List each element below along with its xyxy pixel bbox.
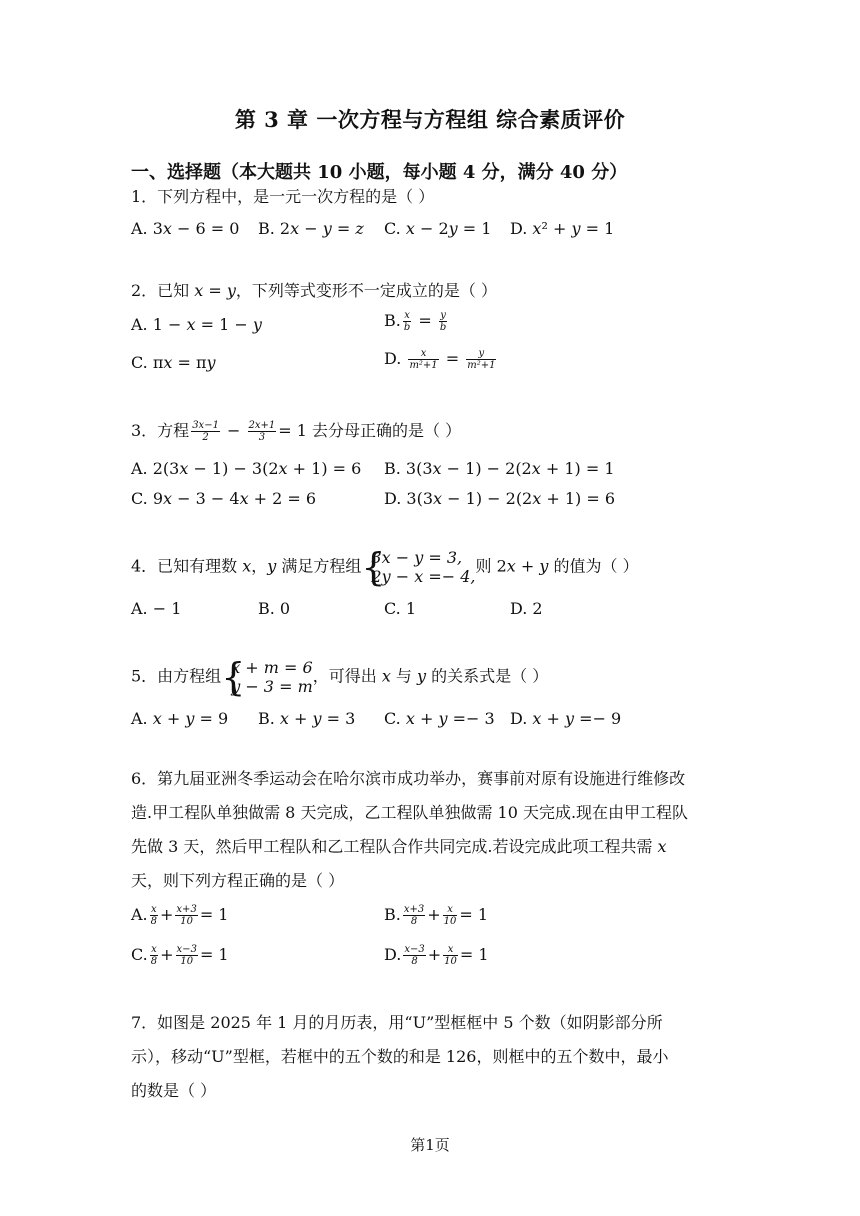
fraction-y-over-b: $\frac{y}{b}$	[439, 310, 447, 333]
q7-line-1: 7．如图是 2025 年 1 月的月历表，用“U”型框框中 5 个数（如阴影部分所	[131, 1013, 663, 1032]
q5-equation-system: { 𝑥 + 𝑚 = 6 𝑦 − 3 = 𝑚	[221, 655, 313, 699]
q2-option-d-label: D.	[384, 349, 402, 368]
page-number: 第1页	[410, 1136, 450, 1154]
q2-stem: 2．已知 𝑥 = 𝑦，下列等式变形不一定成立的是（ ）	[131, 281, 497, 300]
q1-option-c: C. 𝑥 − 2𝑦 = 1	[384, 219, 492, 238]
section-heading: 一、选择题（本大题共 10 小题，每小题 4 分，满分 40 分）	[131, 162, 628, 183]
q6-line-4: 天，则下列方程正确的是（ ）	[131, 871, 345, 890]
q4-equation-system: { 3𝑥 − 𝑦 = 3, 2𝑦 − 𝑥 =− 4,	[361, 545, 476, 589]
fraction-x-over-8: $\frac{x}{8}$	[150, 944, 158, 967]
q1-option-a: A. 3𝑥 − 6 = 0	[131, 219, 240, 238]
q6-option-b: B. $\frac{x+3}{8}$ + $\frac{x}{10}$ = 1	[384, 904, 489, 927]
q1-option-d: D. 𝑥² + 𝑦 = 1	[510, 219, 615, 238]
fraction-x+3-over-10: $\frac{x+3}{10}$	[176, 904, 197, 927]
q4-option-b: B. 0	[258, 599, 291, 618]
q6-option-c-rhs: = 1	[199, 945, 229, 964]
q2-option-b: B. $\frac{x}{b}$ = $\frac{y}{b}$	[384, 310, 447, 333]
q6-option-c: C. $\frac{x}{8}$ + $\frac{x-3}{10}$ = 1	[131, 944, 229, 967]
fraction-x-3-over-10: $\frac{x-3}{10}$	[176, 944, 197, 967]
q1-stem: 1．下列方程中，是一元一次方程的是（ ）	[131, 187, 435, 206]
q4-option-a: A. − 1	[131, 599, 182, 618]
q7-line-3: 的数是（ ）	[131, 1081, 217, 1100]
q5-option-a: A. 𝑥 + 𝑦 = 9	[131, 709, 229, 728]
q5-stem-prefix: 5．由方程组	[131, 666, 222, 686]
q6-line-2: 造.甲工程队单独做需 8 天完成，乙工程队单独做需 10 天完成.现在由甲工程队	[131, 803, 689, 822]
fraction-x-over-m2-plus-1: $\frac{x}{\text{m²+1}}$	[409, 348, 438, 371]
fraction-x-over-b: $\frac{x}{b}$	[403, 310, 411, 333]
q2-option-d: D. $\frac{x}{\text{m²+1}}$ = $\frac{y}{\text{m²+1}}$	[384, 348, 496, 371]
q3-option-c: C. 9𝑥 − 3 − 4𝑥 + 2 = 6	[131, 489, 317, 508]
q2-option-b-label: B.	[384, 311, 401, 330]
q7-line-2: 示），移动“U”型框，若框中的五个数的和是 126，则框中的五个数中，最小	[131, 1047, 669, 1066]
q6-option-d-rhs: = 1	[459, 945, 489, 964]
q5-option-b: B. 𝑥 + 𝑦 = 3	[258, 709, 356, 728]
q4-stem-suffix: 则 2𝑥 + 𝑦 的值为（ ）	[475, 556, 639, 576]
q3-stem: 3．方程 $\frac{3x-1}{2}$ − $\frac{2x+1}{3}$ = 1 去分母正确的是（ ）	[131, 420, 462, 443]
q6-option-a-label: A.	[131, 905, 148, 924]
fraction-x+3-over-8: $\frac{x+3}{8}$	[403, 904, 425, 927]
q2-option-a: A. 1 − 𝑥 = 1 − 𝑦	[131, 315, 262, 334]
q3-stem-prefix: 3．方程	[131, 421, 190, 440]
q5-option-c: C. 𝑥 + 𝑦 =− 3	[384, 709, 495, 728]
q6-option-d-label: D.	[384, 945, 402, 964]
page-title: 第 3 章 一次方程与方程组 综合素质评价	[234, 107, 626, 132]
q2-option-c: C. π𝑥 = π𝑦	[131, 353, 216, 372]
q1-option-b: B. 2𝑥 − 𝑦 = 𝑧	[258, 219, 364, 238]
fraction-y-over-m2-plus-1: $\frac{y}{\text{m²+1}}$	[467, 348, 496, 371]
q5-stem-suffix: ，可得出 𝑥 与 𝑦 的关系式是（ ）	[312, 666, 549, 686]
q3-option-a: A. 2(3𝑥 − 1) − 3(2𝑥 + 1) = 6	[131, 459, 362, 478]
q4-equation-2: 2𝑦 − 𝑥 =− 4,	[371, 567, 476, 586]
q3-option-b: B. 3(3𝑥 − 1) − 2(2𝑥 + 1) = 1	[384, 459, 615, 478]
q6-option-b-label: B.	[384, 905, 401, 924]
q4-stem	[131, 545, 639, 589]
q5-option-d: D. 𝑥 + 𝑦 =− 9	[510, 709, 622, 728]
q3-option-d: D. 3(3𝑥 − 1) − 2(2𝑥 + 1) = 6	[384, 489, 616, 508]
fraction-x-over-10: $\frac{x}{10}$	[444, 944, 457, 967]
q5-equation-1: 𝑥 + 𝑚 = 6	[231, 658, 313, 677]
q6-option-a-rhs: = 1	[199, 905, 229, 924]
fraction-3x-1-over-2: $\frac{3x-1}{2}$	[192, 420, 219, 443]
q4-stem-prefix: 4．已知有理数 𝑥，𝑦 满足方程组	[131, 556, 362, 576]
q6-option-c-label: C.	[131, 945, 148, 964]
q5-stem	[131, 655, 549, 699]
q4-option-d: D. 2	[510, 599, 543, 618]
fraction-2x+1-over-3: $\frac{2x+1}{3}$	[248, 420, 276, 443]
q5-equation-2: 𝑦 − 3 = 𝑚	[231, 677, 313, 696]
q6-option-a: A. $\frac{x}{8}$ + $\frac{x+3}{10}$ = 1	[131, 904, 229, 927]
q6-line-3: 先做 3 天，然后甲工程队和乙工程队合作共同完成.若设完成此项工程共需 𝑥	[131, 837, 667, 856]
q6-option-b-rhs: = 1	[459, 905, 489, 924]
q3-stem-suffix: = 1 去分母正确的是（ ）	[278, 421, 462, 440]
fraction-x-3-over-8: $\frac{x-3}{8}$	[404, 944, 425, 967]
q4-equation-1: 3𝑥 − 𝑦 = 3,	[371, 548, 463, 567]
q4-option-c: C. 1	[384, 599, 417, 618]
q6-line-1: 6．第九届亚洲冬季运动会在哈尔滨市成功举办，赛事前对原有设施进行维修改	[131, 769, 686, 788]
fraction-x-over-8: $\frac{x}{8}$	[150, 904, 158, 927]
q6-option-d: D. $\frac{x-3}{8}$ + $\frac{x}{10}$ = 1	[384, 944, 489, 967]
fraction-x-over-10: $\frac{x}{10}$	[443, 904, 457, 927]
